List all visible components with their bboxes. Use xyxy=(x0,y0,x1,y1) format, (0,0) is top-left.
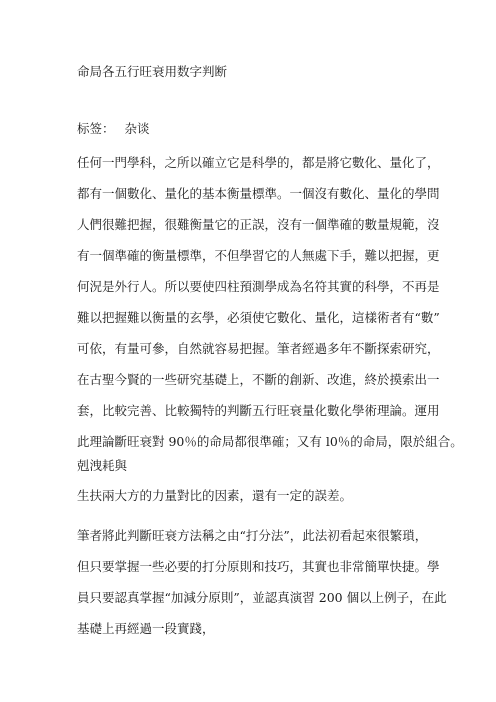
paragraph-line: 有一個準確的衡量標準，不但學習它的人無處下手，難以把握，更 xyxy=(77,248,440,263)
paragraph-line: 何況是外行人。所以要使四柱預測學成為名符其實的科學，不再是 xyxy=(77,279,440,294)
paragraph-line: 在古聖今賢的一些研究基礎上，不斷的創新、改進，終於摸索出一 xyxy=(77,372,440,387)
tags-label: 标签： xyxy=(77,121,115,136)
paragraph-line: 任何一門學科，之所以確立它是科學的，都是將它數化、量化了， xyxy=(77,155,440,170)
paragraph-line: 難以把握難以衡量的玄學，必須使它數化、量化，這樣術者有“數” xyxy=(77,310,440,325)
document-title: 命局各五行旺衰用数字判断 xyxy=(77,64,228,79)
paragraph-line: 剋洩耗與 xyxy=(77,458,128,473)
paragraph-line: 生扶兩大方的力量對比的因素，還有一定的誤差。 xyxy=(77,488,353,503)
paragraph-line: 基礎上再經過一段實踐， xyxy=(77,621,215,636)
paragraph-line: 員只要認真掌握“加減分原則”，並認真演習 200 個以上例子，在此 xyxy=(77,590,447,605)
paragraph-line: 但只要掌握一些必要的打分原則和技巧，其實也非常簡單快捷。學 xyxy=(77,559,440,574)
paragraph-line: 此理論斷旺衰對 90％的命局都很準確；又有 l0％的命局，限於組合。 xyxy=(77,434,463,449)
paragraph-line: 套，比較完善、比較獨特的判斷五行旺衰量化數化學術理論。運用 xyxy=(77,403,440,418)
paragraph-line: 可依，有量可參，自然就容易把握。筆者經過多年不斷探索研究， xyxy=(77,341,440,356)
tags-row xyxy=(77,121,150,137)
paragraph-line: 人們很難把握，很難衡量它的正誤，沒有一個準確的數量規範，沒 xyxy=(77,217,440,232)
paragraph-line: 都有一個數化、量化的基本衡量標準。一個沒有數化、量化的學問 xyxy=(77,186,440,201)
paragraph-line: 筆者將此判斷旺衰方法稱之由“打分法”，此法初看起來很繁瑣， xyxy=(77,528,428,543)
tags-value[interactable]: 杂谈 xyxy=(124,121,150,136)
